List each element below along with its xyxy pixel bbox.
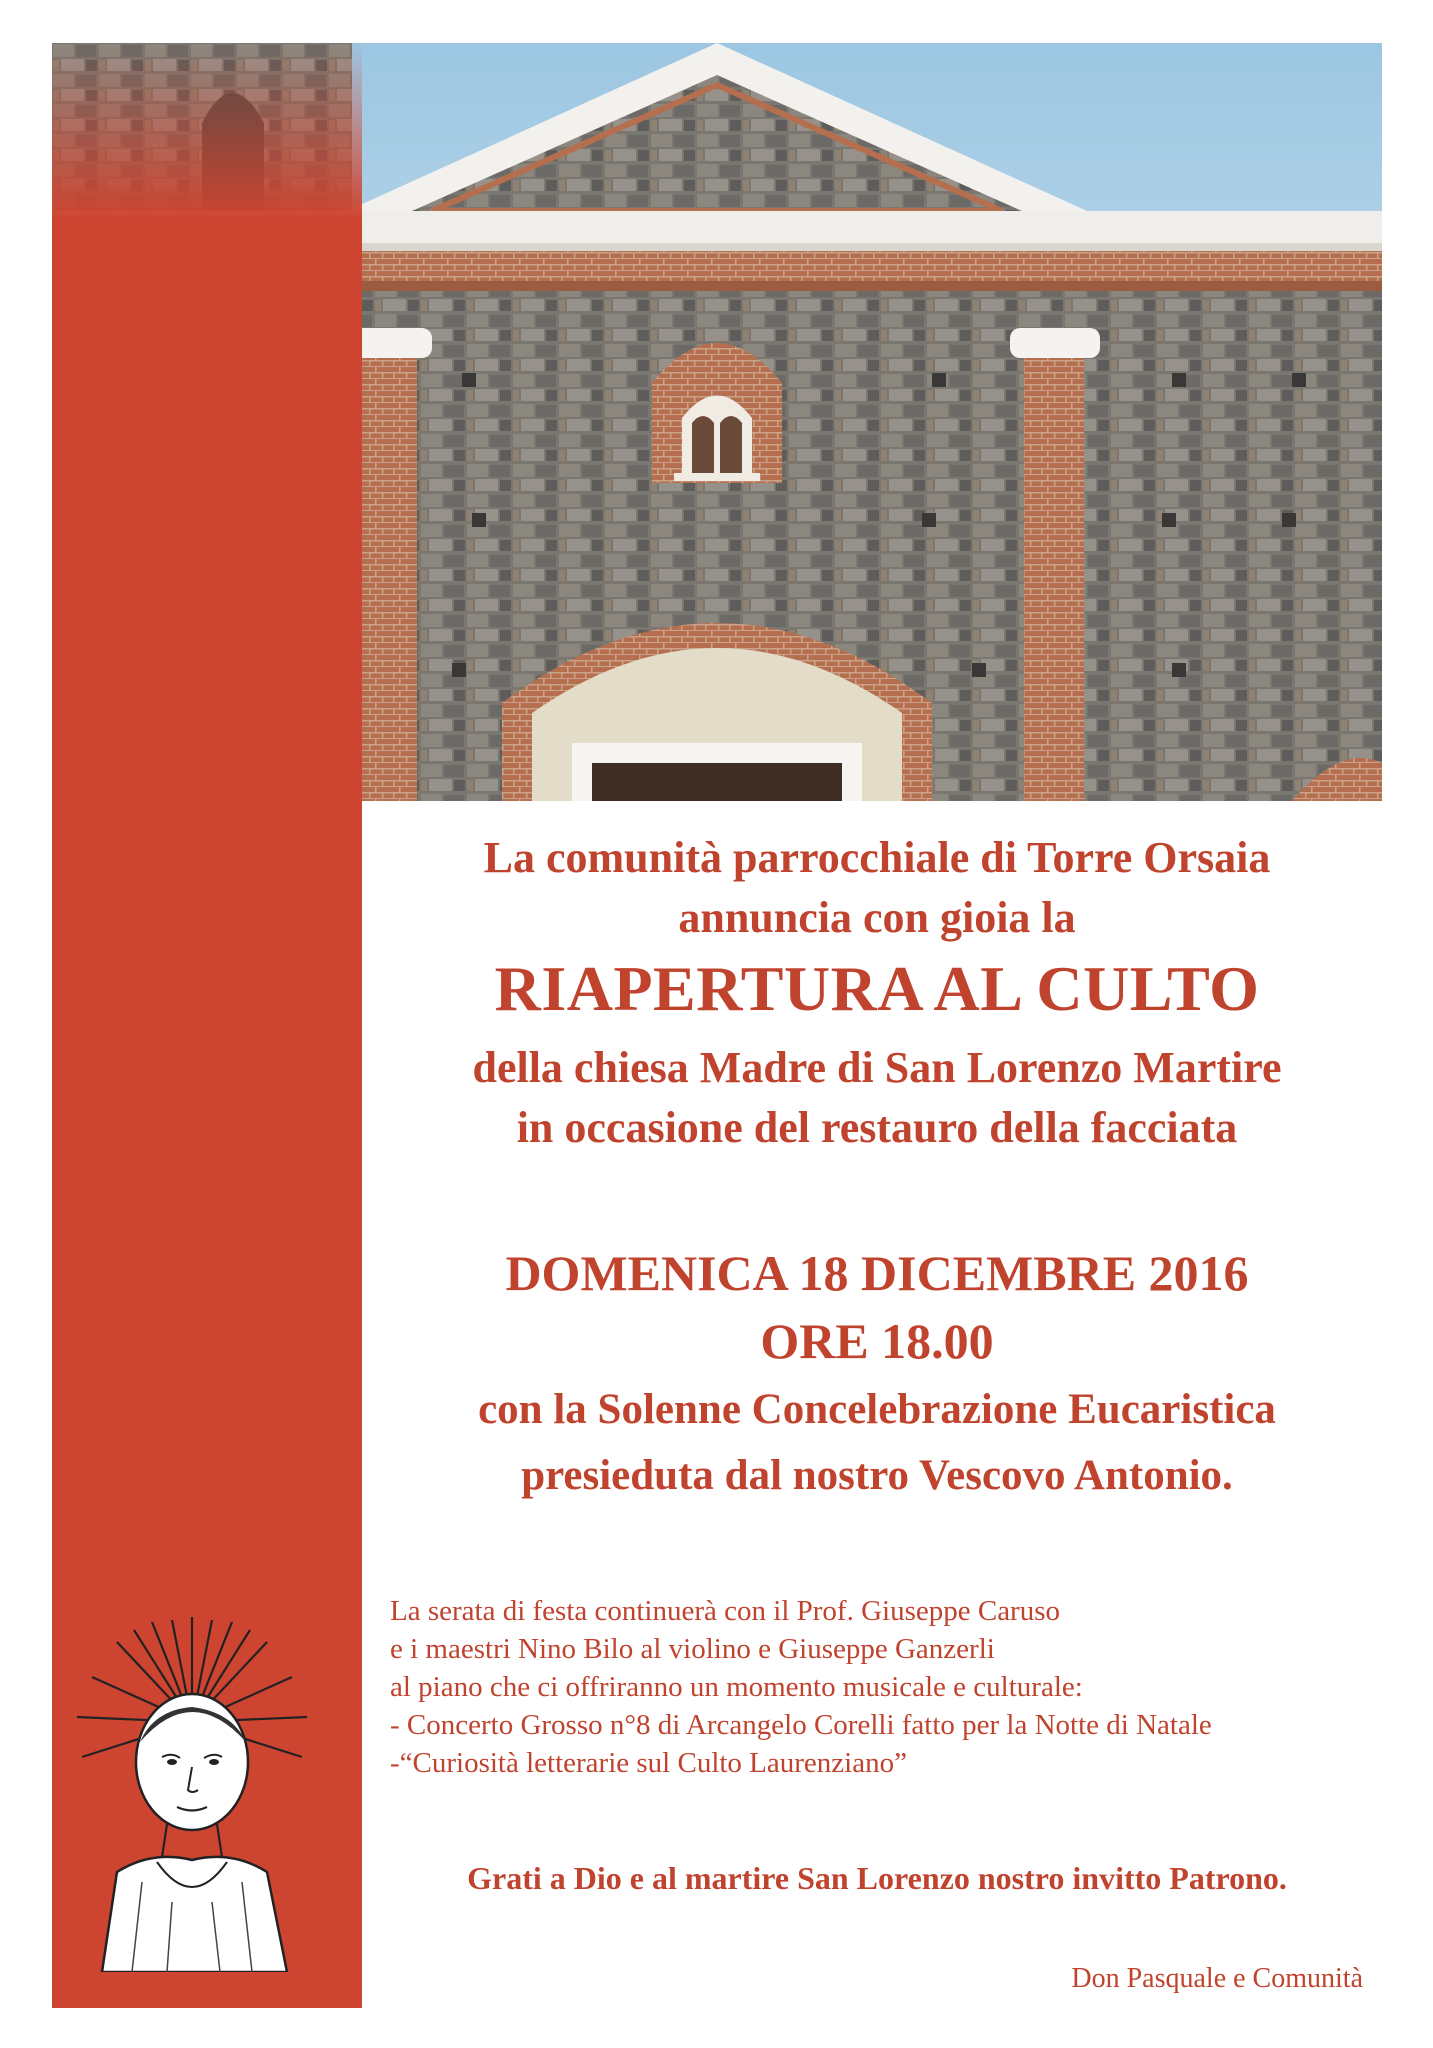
program-line: e i maestri Nino Bilo al violino e Giuseppe Ganzerli	[390, 1633, 995, 1665]
saint-lorenzo-sketch	[62, 1612, 362, 1972]
signature: Don Pasquale e Comunità	[1071, 1963, 1363, 1994]
intro-line-1: La comunità parrocchiale di Torre Orsaia	[483, 833, 1271, 882]
program-details	[390, 1592, 1390, 1782]
program-line: -“Curiosità letterarie sul Culto Laurenziano”	[390, 1747, 907, 1779]
event-time: ORE 18.00	[760, 1313, 994, 1369]
event-date: DOMENICA 18 DICEMBRE 2016	[505, 1245, 1249, 1301]
intro-line-2: annuncia con gioia la	[678, 893, 1076, 942]
description-line-1: della chiesa Madre di San Lorenzo Martire	[472, 1043, 1282, 1092]
announcement-title: RIAPERTURA AL CULTO	[494, 953, 1260, 1024]
program-line: - Concerto Grosso n°8 di Arcangelo Corelli fatto per la Notte di Natale	[390, 1709, 1212, 1741]
program-line: al piano che ci offriranno un momento musicale e culturale:	[390, 1671, 1083, 1703]
mass-line-1: con la Solenne Concelebrazione Eucaristica	[478, 1386, 1276, 1433]
program-line: La serata di festa continuerà con il Prof. Giuseppe Caruso	[390, 1595, 1061, 1627]
mass-line-2: presieduta dal nostro Vescovo Antonio.	[521, 1452, 1233, 1499]
red-band-fade	[52, 43, 362, 220]
thanks-line: Grati a Dio e al martire San Lorenzo nostro invitto Patrono.	[467, 1860, 1287, 1896]
description-line-2: in occasione del restauro della facciata	[516, 1103, 1238, 1152]
